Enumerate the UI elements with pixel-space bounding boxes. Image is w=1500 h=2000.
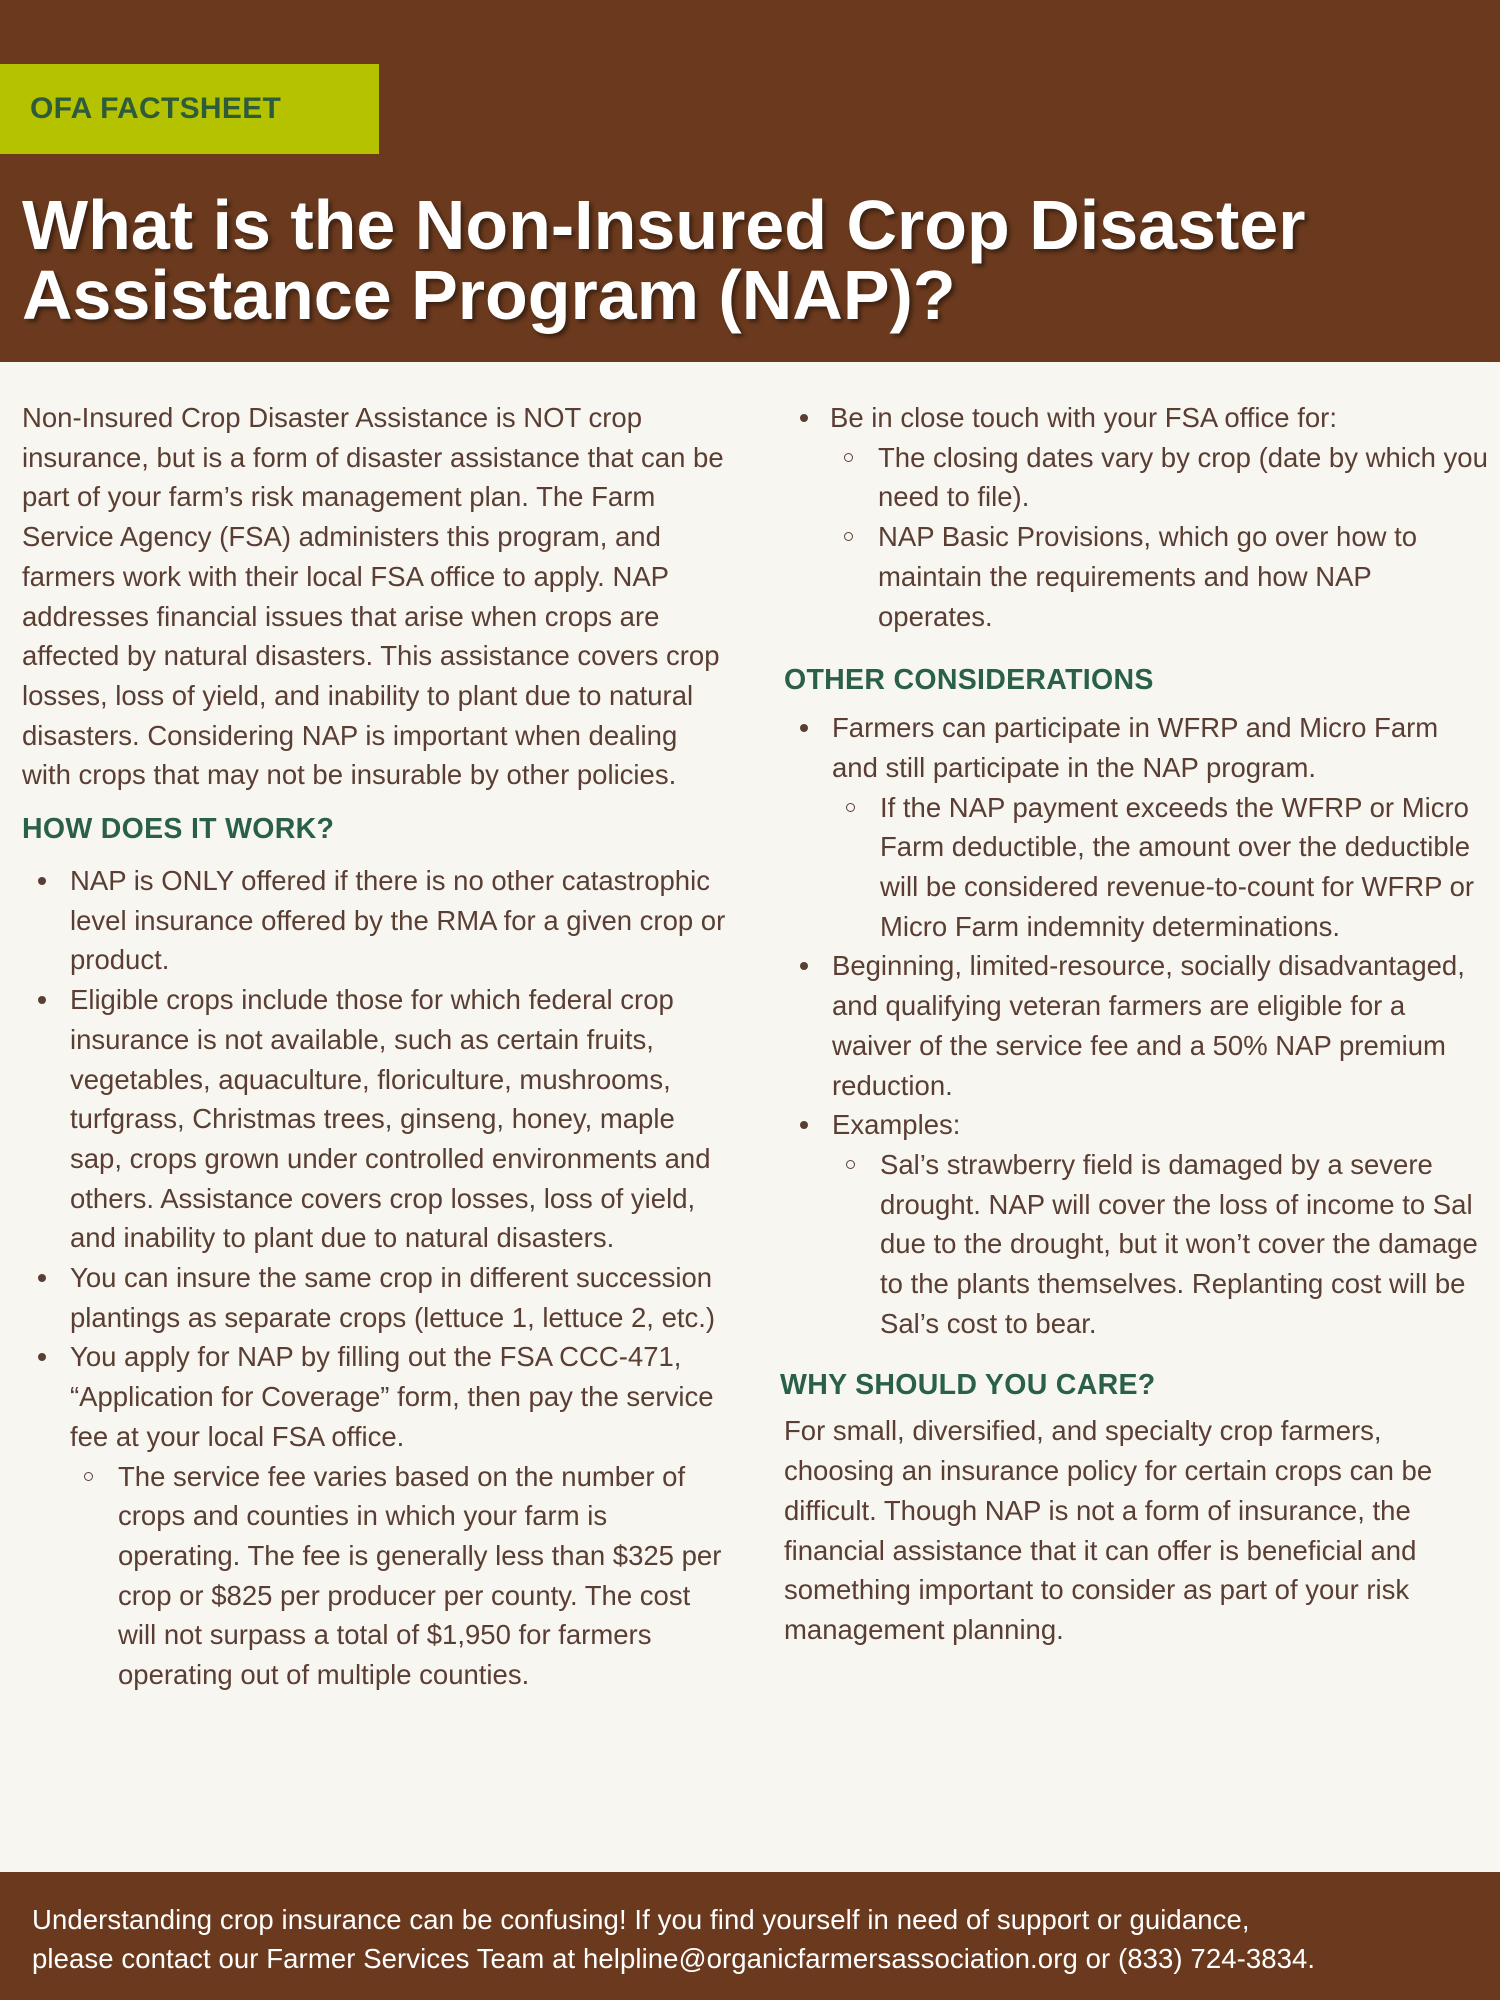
- section-heading-other: OTHER CONSIDERATIONS: [784, 664, 1154, 697]
- footer-line-2: please contact our Farmer Services Team at helpline@organicfarmersassociation.org or (833) 724-3834.: [32, 1943, 1316, 1974]
- list-item: [784, 398, 1490, 636]
- sub-list-item: The service fee varies based on the number of crops and counties in which your farm is operating. The fee is generally less than $325 per crop or $825 per producer per county. The cost will not surpass a total of $1,950 for farmers operating out of multiple counties.: [70, 1457, 730, 1695]
- section-heading-why: WHY SHOULD YOU CARE?: [780, 1369, 1156, 1402]
- sub-list: [830, 438, 1490, 637]
- list-item: Eligible crops include those for which federal crop insurance is not available, such as certain fruits, vegetables, aquaculture, floriculture, mushrooms, turfgrass, Christmas trees, ginseng, honey, maple sap, crops grown under controlled environments and others. Assistance covers crop losses, loss of yield, and inability to plant due to natural disasters.: [22, 980, 730, 1258]
- why-paragraph: For small, diversified, and specialty crop farmers, choosing an insurance policy for certain crops can be difficult. Though NAP is not a form of insurance, the financial assistance that it can offer is beneficial and something important to consider as part of your risk management planning.: [784, 1415, 1433, 1645]
- footer-banner: [0, 1872, 1500, 2000]
- list-item-text: Farmers can participate in WFRP and Micro Farm and still participate in the NAP program.: [832, 712, 1439, 783]
- sub-list-item: NAP Basic Provisions, which go over how to maintain the requirements and how NAP operates.: [830, 517, 1490, 636]
- list-item-text: Be in close touch with your FSA office for:: [830, 402, 1337, 433]
- section-heading-how: HOW DOES IT WORK?: [22, 813, 335, 846]
- right-column: [780, 398, 1490, 1650]
- other-list: [784, 708, 1490, 1343]
- list-item: [784, 1105, 1490, 1343]
- left-column: [22, 398, 730, 1695]
- list-item: [22, 1337, 730, 1694]
- header-banner: [0, 0, 1500, 362]
- page-title: What is the Non-Insured Crop Disaster Assistance Program (NAP)?: [22, 186, 1306, 334]
- sub-list-item: The closing dates vary by crop (date by which you need to file).: [830, 438, 1490, 517]
- sub-list-item: If the NAP payment exceeds the WFRP or Micro Farm deductible, the amount over the deductible will be considered revenue-to-count for WFRP or Micro Farm indemnity determinations.: [832, 788, 1490, 947]
- footer-line-1: Understanding crop insurance can be confusing! If you find yourself in need of support or guidance,: [32, 1904, 1250, 1935]
- sub-list: [70, 1457, 730, 1695]
- list-item: Beginning, limited-resource, socially disadvantaged, and qualifying veteran farmers are eligible for a waiver of the service fee and a 50% NAP premium reduction.: [784, 946, 1490, 1105]
- factsheet-badge: OFA FACTSHEET: [0, 64, 379, 154]
- list-item: You can insure the same crop in different succession plantings as separate crops (lettuce 1, lettuce 2, etc.): [22, 1258, 730, 1337]
- sub-list: [832, 1145, 1490, 1344]
- list-item-text: Examples:: [832, 1109, 961, 1141]
- how-list: [22, 861, 730, 1695]
- list-item-text: You apply for NAP by filling out the FSA CCC-471, “Application for Coverage” form, then pay the service fee at your local FSA office.: [70, 1341, 714, 1452]
- sub-list-item: Sal’s strawberry field is damaged by a severe drought. NAP will cover the loss of income to Sal due to the drought, but it won’t cover the damage to the plants themselves. Replanting cost will be Sal’s cost to bear.: [832, 1145, 1490, 1344]
- sub-list: [832, 788, 1490, 947]
- list-item: [784, 708, 1490, 946]
- contact-list: [784, 398, 1490, 636]
- intro-paragraph: Non-Insured Crop Disaster Assistance is NOT crop insurance, but is a form of disaster assistance that can be part of your farm’s risk management plan. The Farm Service Agency (FSA) administers this program, and farmers work with their local FSA office to apply. NAP addresses financial issues that arise when crops are affected by natural disasters. This assistance covers crop losses, loss of yield, and inability to plant due to natural disasters. Considering NAP is important when dealing with crops that may not be insurable by other policies.: [22, 402, 724, 791]
- list-item: NAP is ONLY offered if there is no other catastrophic level insurance offered by the RMA for a given crop or product.: [22, 861, 730, 980]
